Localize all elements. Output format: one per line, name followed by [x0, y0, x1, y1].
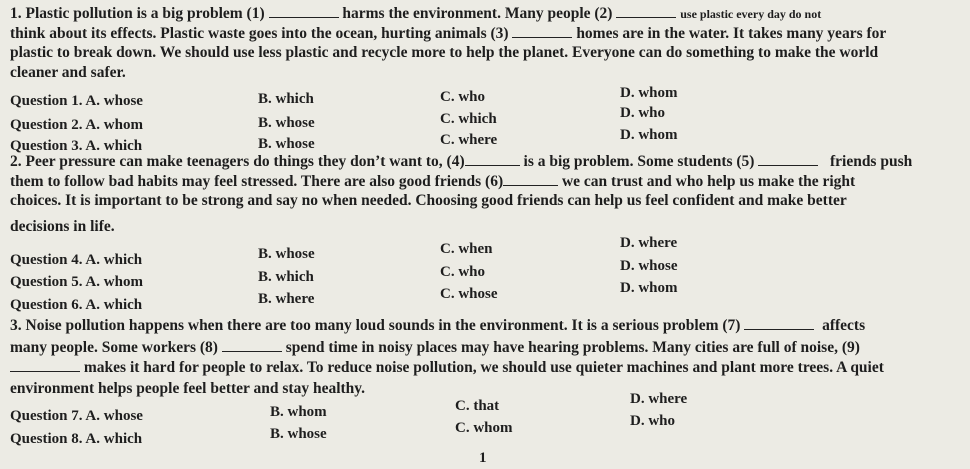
question-3-option-b[interactable]: B. whose	[258, 136, 315, 152]
blank-6[interactable]	[503, 172, 558, 186]
question-6-option-d[interactable]: D. whom	[620, 280, 678, 296]
question-4-option-c[interactable]: C. when	[440, 241, 493, 257]
question-5-option-a[interactable]: Question 5. A. whom	[10, 274, 143, 290]
passage3-line4: environment helps people feel better and stay healthy.	[10, 380, 366, 397]
question-8-option-b[interactable]: B. whose	[270, 426, 327, 442]
question-3-option-c[interactable]: C. where	[440, 132, 498, 148]
question-2-option-c[interactable]: C. which	[440, 111, 497, 127]
page-number: 1	[479, 450, 487, 466]
passage2-line3: choices. It is important to be strong and say no when needed. Choosing good friends can help us feel confident and make better	[10, 192, 847, 209]
question-8-option-c[interactable]: C. whom	[455, 420, 513, 436]
question-2-option-d[interactable]: D. who	[620, 105, 666, 121]
question-5-option-d[interactable]: D. whose	[620, 258, 678, 274]
question-3-option-d[interactable]: D. whom	[620, 127, 678, 143]
question-6-option-a[interactable]: Question 6. A. which	[10, 297, 143, 313]
question-4-option-b[interactable]: B. whose	[258, 246, 315, 262]
blank-5[interactable]	[758, 152, 818, 166]
blank-9[interactable]	[10, 358, 80, 372]
question-7-option-c[interactable]: C. that	[455, 398, 500, 414]
question-4-option-a[interactable]: Question 4. A. which	[10, 252, 143, 268]
blank-1[interactable]	[269, 4, 339, 18]
passage3-line1: 3. Noise pollution happens when there are too many loud sounds in the environment. It is a serious problem (7) affects	[10, 317, 866, 334]
question-6-option-c[interactable]: C. whose	[440, 286, 498, 302]
passage1-line1: 1. Plastic pollution is a big problem (1) harms the environment. Many people (2) use plastic every day do not	[10, 5, 822, 22]
question-1-option-d[interactable]: D. whom	[620, 85, 678, 101]
question-2-option-b[interactable]: B. whose	[258, 115, 315, 131]
passage2-line4: decisions in life.	[10, 218, 115, 235]
passage1-line3: plastic to break down. We should use less plastic and recycle more to help the planet. Everyone can do something to make the world	[10, 44, 879, 61]
question-1-option-a[interactable]: Question 1. A. whose	[10, 93, 143, 109]
blank-2[interactable]	[616, 4, 676, 18]
question-3-option-a[interactable]: Question 3. A. which	[10, 138, 143, 154]
question-5-option-b[interactable]: B. which	[258, 269, 314, 285]
blank-8[interactable]	[222, 338, 282, 352]
question-4-option-d[interactable]: D. where	[620, 235, 678, 251]
question-1-option-b[interactable]: B. which	[258, 91, 314, 107]
question-5-option-c[interactable]: C. who	[440, 264, 486, 280]
question-7-option-a[interactable]: Question 7. A. whose	[10, 408, 143, 424]
blank-4[interactable]	[465, 152, 520, 166]
passage3-line3: makes it hard for people to relax. To reduce noise pollution, we should use quieter machines and plant more trees. A quiet	[10, 358, 884, 377]
passage3-line2: many people. Some workers (8) spend time in noisy places may have hearing problems. Many cities are full of noise, (9)	[10, 339, 860, 356]
question-1-option-c[interactable]: C. who	[440, 89, 486, 105]
passage1-line4: cleaner and safer.	[10, 64, 126, 81]
passage2-line2: them to follow bad habits may feel stressed. There are also good friends (6) we can trust and who help us make the right	[10, 173, 856, 190]
passage2-line1: 2. Peer pressure can make teenagers do things they don’t want to, (4) is a big problem. Some students (5) friends push	[10, 153, 913, 170]
question-2-option-a[interactable]: Question 2. A. whom	[10, 117, 143, 133]
question-8-option-a[interactable]: Question 8. A. which	[10, 431, 143, 447]
question-7-option-d[interactable]: D. where	[630, 391, 688, 407]
blank-3[interactable]	[512, 24, 572, 38]
question-6-option-b[interactable]: B. where	[258, 291, 315, 307]
question-8-option-d[interactable]: D. who	[630, 413, 676, 429]
passage1-line2: think about its effects. Plastic waste goes into the ocean, hurting animals (3) homes are in the water. It takes many years for	[10, 25, 887, 42]
blank-7[interactable]	[744, 316, 814, 330]
question-7-option-b[interactable]: B. whom	[270, 404, 327, 420]
